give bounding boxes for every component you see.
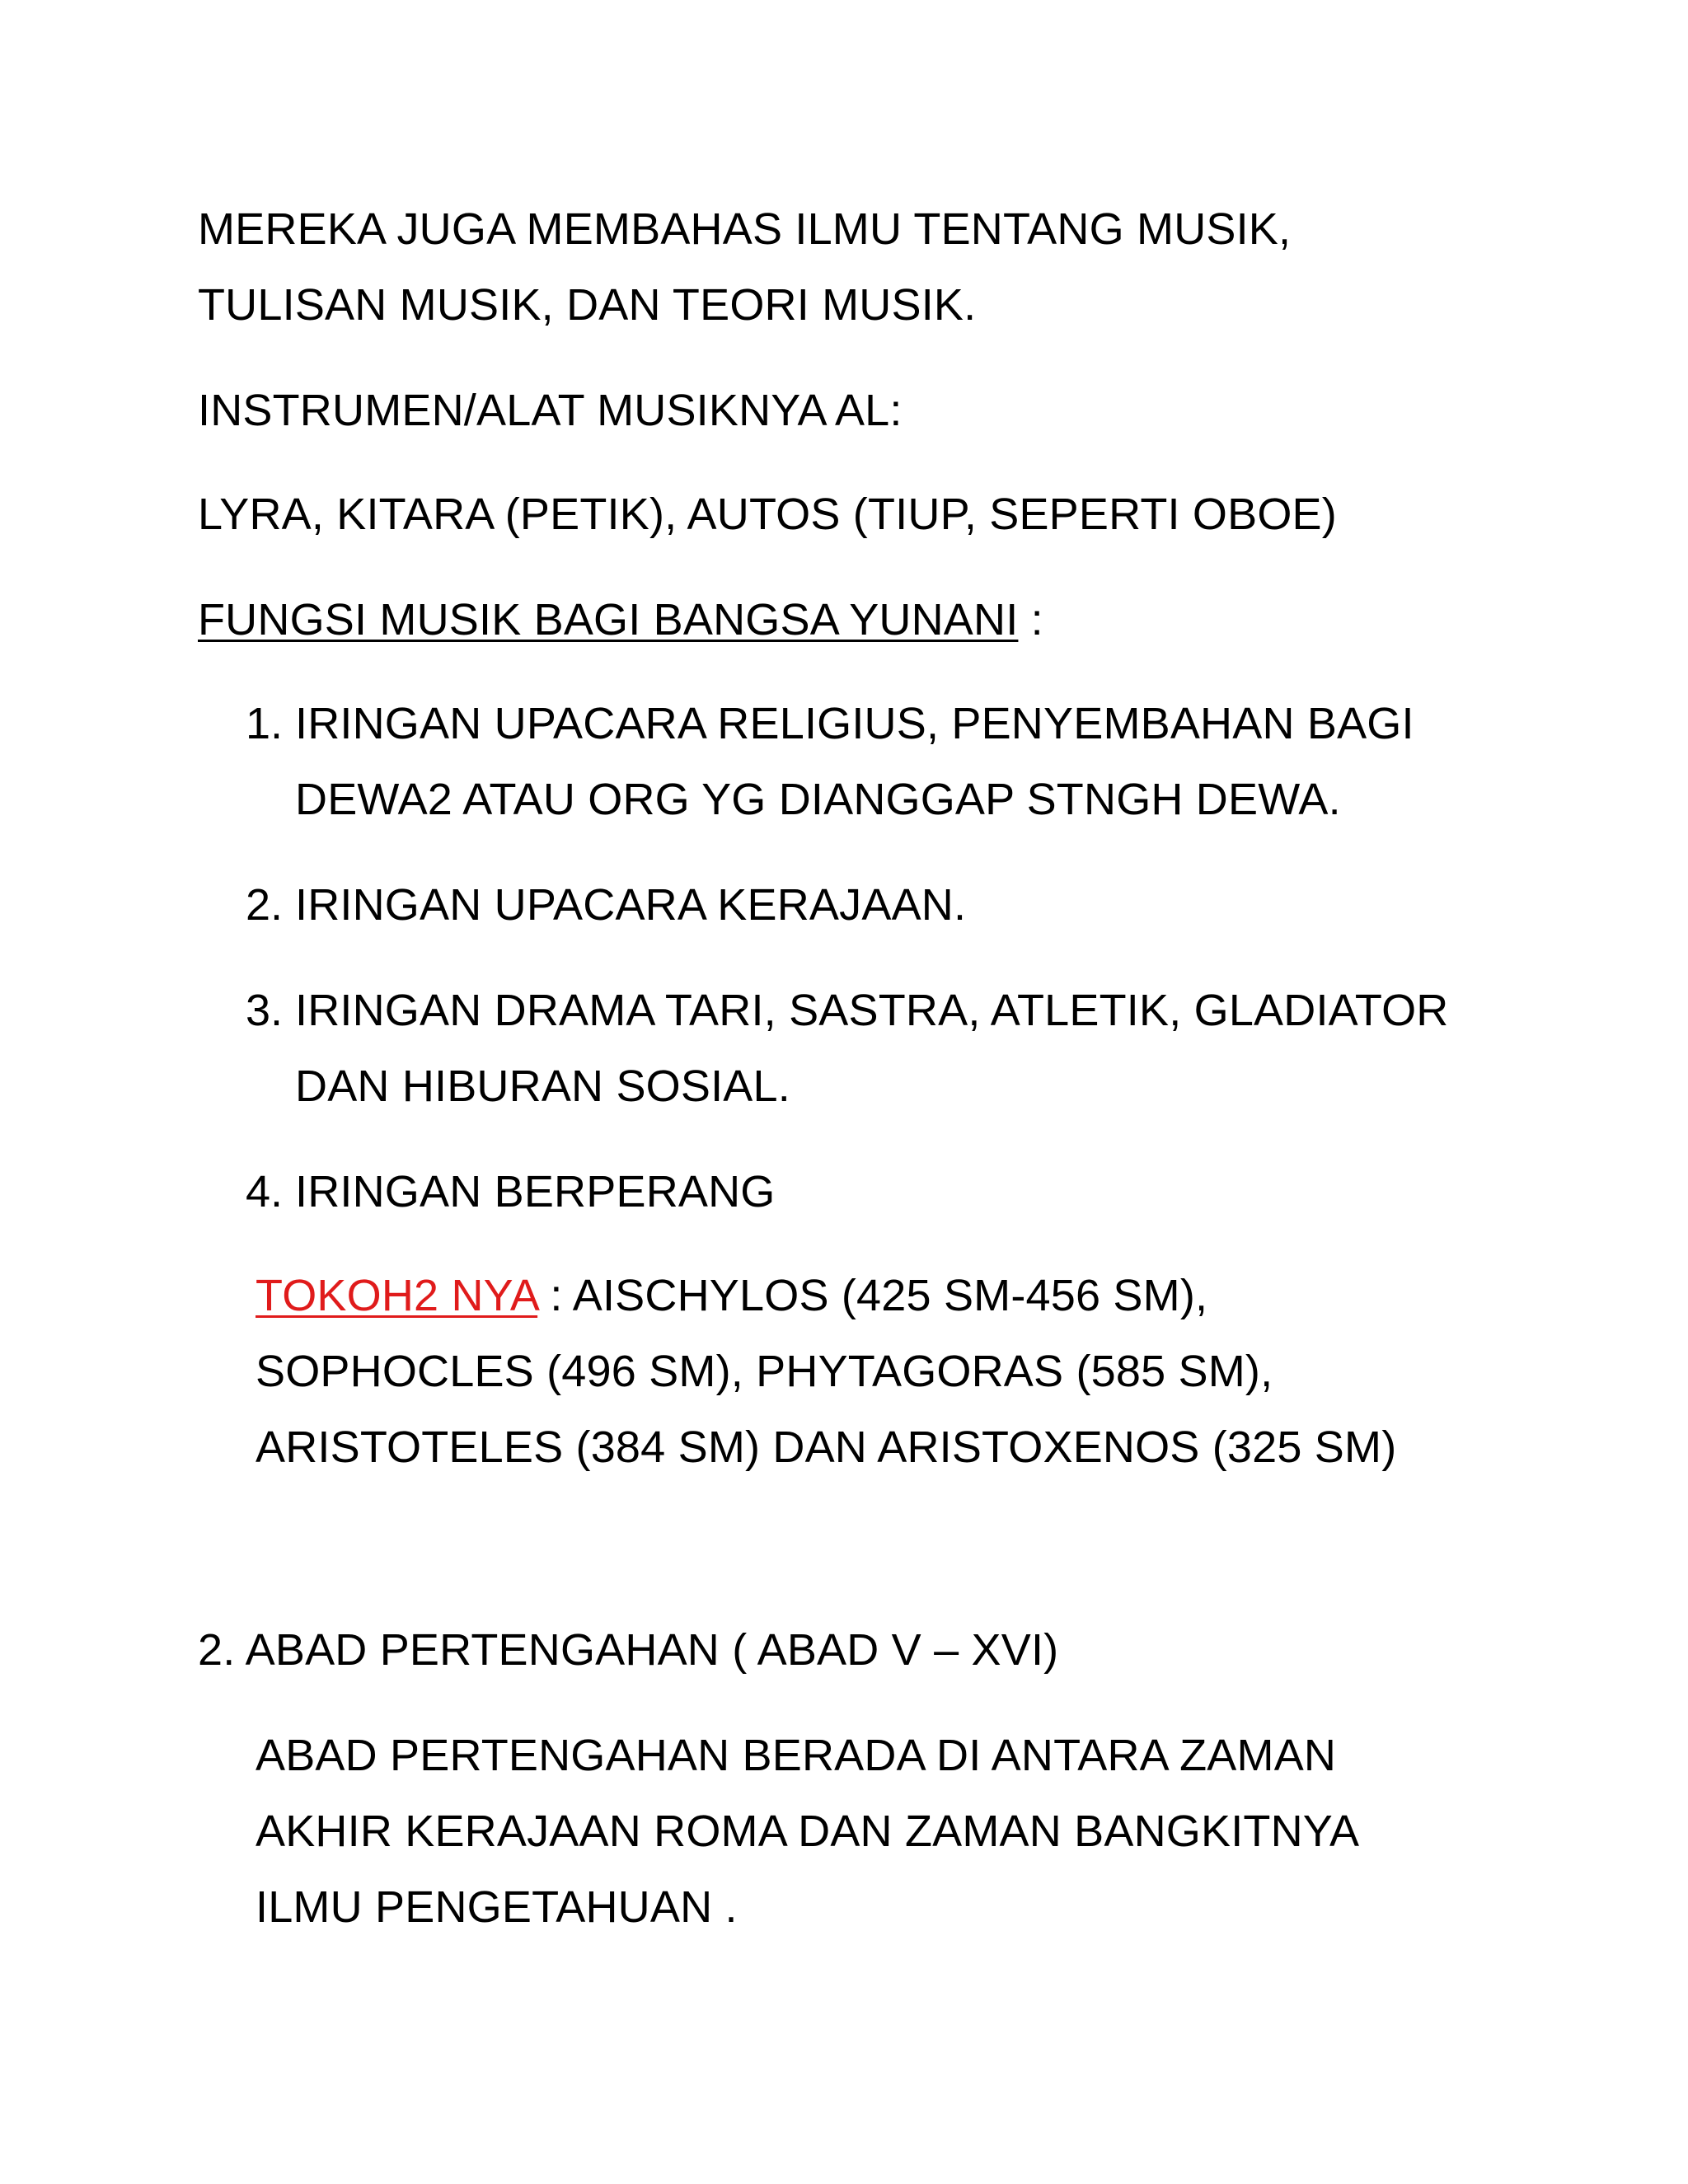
list-item-3-line-1: IRINGAN DRAMA TARI, SASTRA, ATLETIK, GLADIATOR (295, 986, 1449, 1035)
instruments-list: LYRA, KITARA (PETIK), AUTOS (TIUP, SEPERTI OBOE) (198, 490, 1337, 539)
intro-line-1: MEREKA JUGA MEMBAHAS ILMU TENTANG MUSIK, (198, 204, 1292, 254)
section-2-line-3: ILMU PENGETAHUAN . (256, 1882, 738, 1932)
list-item-1-line-1: IRINGAN UPACARA RELIGIUS, PENYEMBAHAN BAGI (295, 699, 1414, 748)
intro-line-2: TULISAN MUSIK, DAN TEORI MUSIK. (198, 280, 977, 330)
figures-line-1-rest: : AISCHYLOS (425 SM-456 SM), (537, 1271, 1208, 1320)
figures-line-1 (256, 1269, 1207, 1322)
list-item-1-number: 1. (246, 699, 284, 748)
functions-heading-title: FUNGSI MUSIK BAGI BANGSA YUNANI (198, 595, 1019, 644)
list-item-1-line-2: DEWA2 ATAU ORG YG DIANGGAP STNGH DEWA. (295, 775, 1341, 824)
functions-heading-colon: : (1018, 595, 1043, 644)
list-item-4-number: 4. (246, 1167, 284, 1216)
functions-heading (198, 593, 1043, 646)
figures-line-3: ARISTOTELES (384 SM) DAN ARISTOXENOS (325 SM) (256, 1422, 1397, 1472)
section-2-heading: 2. ABAD PERTENGAHAN ( ABAD V – XVI) (198, 1625, 1059, 1675)
list-item-4-line-1: IRINGAN BERPERANG (295, 1167, 776, 1216)
figures-line-2: SOPHOCLES (496 SM), PHYTAGORAS (585 SM), (256, 1347, 1273, 1396)
instruments-heading: INSTRUMEN/ALAT MUSIKNYA AL: (198, 386, 903, 435)
figures-label: TOKOH2 NYA (256, 1271, 538, 1320)
list-item-2-number: 2. (246, 880, 284, 930)
list-item-3-number: 3. (246, 986, 284, 1035)
list-item-2-line-1: IRINGAN UPACARA KERAJAAN. (295, 880, 967, 930)
section-2-line-1: ABAD PERTENGAHAN BERADA DI ANTARA ZAMAN (256, 1731, 1337, 1780)
section-2-line-2: AKHIR KERAJAAN ROMA DAN ZAMAN BANGKITNYA (256, 1807, 1360, 1856)
list-item-3-line-2: DAN HIBURAN SOSIAL. (295, 1062, 790, 1111)
